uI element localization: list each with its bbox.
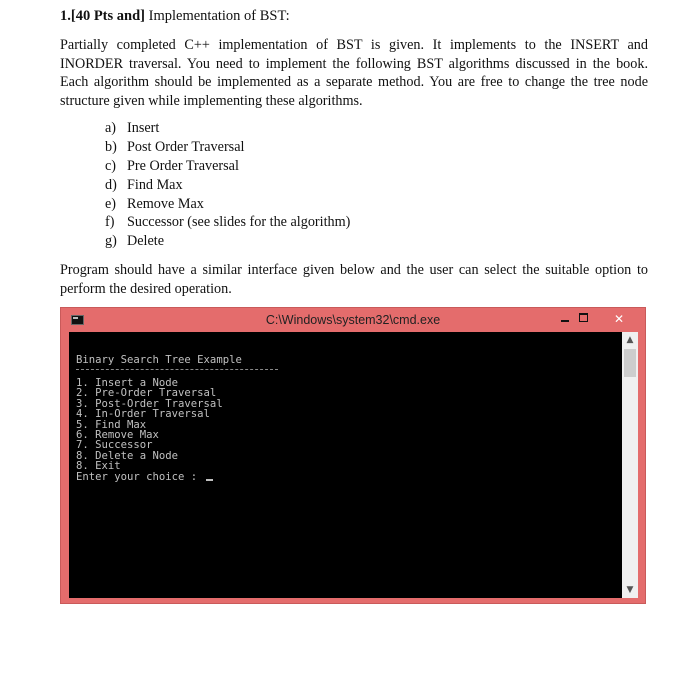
console-prompt-line[interactable] [76,472,223,482]
vertical-scrollbar[interactable] [622,332,638,598]
task-item [105,138,350,157]
text-cursor [206,479,213,481]
console-menu-line: 4. In-Order Traversal [76,408,210,421]
console-menu-line: 1. Insert a Node [76,377,179,389]
console-menu-line: 6. Remove Max [76,428,159,441]
question-title [60,8,290,25]
task-label: Delete [127,233,165,250]
console-area[interactable] [69,332,622,598]
task-label: Post Order Traversal [127,138,245,155]
minimize-button[interactable] [559,312,573,326]
cmd-window [60,307,646,604]
console-menu-line: 7. Successor [76,439,153,452]
scroll-down-arrow-icon[interactable]: ▼ [626,585,634,595]
task-marker: b) [105,138,117,155]
console-heading: Binary Search Tree Example [76,354,242,366]
cmd-title-bar[interactable] [61,308,645,332]
task-item [105,195,350,214]
task-item [105,213,350,232]
task-marker: f) [105,214,115,231]
console-menu-line: 5. Find Max [76,418,147,431]
task-marker: e) [105,195,117,212]
console-menu-line: 8. Delete a Node [76,449,179,462]
console-prompt: Enter your choice : [76,470,204,483]
question-heading: Implementation of BST: [148,8,290,24]
scrollbar-thumb[interactable] [624,349,636,377]
task-label: Remove Max [127,195,204,212]
task-marker: g) [105,233,117,250]
task-label: Pre Order Traversal [127,157,239,174]
task-item [105,176,350,195]
question-number: 1. [60,8,71,24]
console-menu-line: 3. Post-Order Traversal [76,397,223,410]
task-label: Insert [127,120,160,136]
console-divider [76,369,278,370]
task-label: Successor (see slides for the algorithm) [127,214,351,231]
question-points: [40 Pts and] [70,8,145,24]
console-menu-line: 8. Exit [76,460,121,473]
task-marker: d) [105,176,117,193]
task-marker: c) [105,157,117,174]
console-menu [76,378,223,482]
maximize-button[interactable] [579,313,588,322]
intro-paragraph: Partially completed C++ implementation of BST is given. It implements to the INSERT and INORDER traversal. You need to implement the following BST algorithms discussed in the book. Each algorithm should be implemented as a separate method. You are free to change the tree node structure given while implementing these algorithms. [60,37,648,109]
task-list [105,119,350,251]
console-menu-line: 2. Pre-Order Traversal [76,387,217,400]
task-label: Find Max [127,176,183,193]
scroll-up-arrow-icon[interactable]: ▲ [626,335,634,345]
task-marker: a) [105,120,117,136]
task-item [105,232,350,251]
interface-paragraph: Program should have a similar interface given below and the user can select the suitable option to perform the desired operation. [60,262,648,297]
task-item [105,157,350,176]
task-item [105,119,350,138]
close-button[interactable]: ✕ [613,312,625,326]
cmd-window-title: C:\Windows\system32\cmd.exe [265,313,441,327]
